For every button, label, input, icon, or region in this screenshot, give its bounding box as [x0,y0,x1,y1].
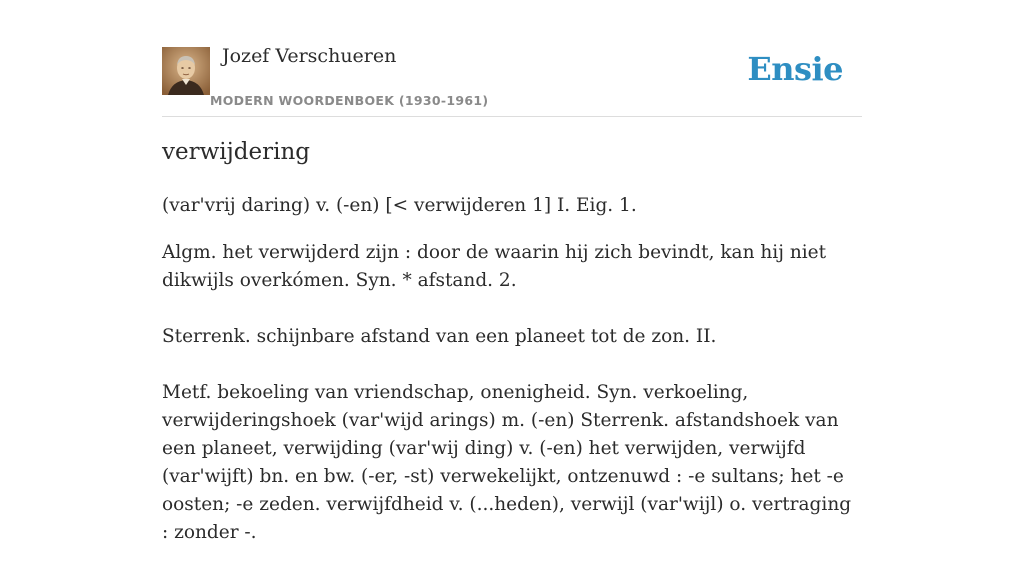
source-label[interactable]: MODERN WOORDENBOEK (1930-1961) [210,93,489,108]
entry-title: verwijdering [162,139,310,165]
portrait-photo-icon[interactable] [162,47,210,95]
entry-paragraph: Algm. het verwijderd zijn : door de waarin hij zich bevindt, kan hij niet dikwijls overkómen. Syn. * afstand. 2. [162,242,827,291]
entry-paragraph: Metf. bekoeling van vriendschap, onenigheid. Syn. verkoeling, verwijderingshoek (var'wijd arings) m. (-en) Sterrenk. afstandshoek van een planeet, verwijding (var'wij ding) v. (-en) het verwijden, verwijfd (var'wijft) bn. en bw. (-er, -st) verwekelijkt, ontzenuwd : -e sultans; het -e oosten; -e zeden. verwijfdheid v. (...heden), verwijl (var'wijl) o. vertraging : zonder -. [162,382,852,543]
avatar-image [162,47,210,95]
page-container [162,0,862,543]
entry-paragraph: Sterrenk. schijnbare afstand van een planeet tot de zon. II. [162,326,717,347]
entry-pronunciation: (var'vrij daring) v. (-en) [< verwijderen 1] I. Eig. 1. [162,195,637,216]
page-header [162,0,862,117]
author-name[interactable]: Jozef Verschueren [222,45,397,67]
brand-logo[interactable]: Ensie [747,50,843,88]
entry-body [162,192,862,575]
